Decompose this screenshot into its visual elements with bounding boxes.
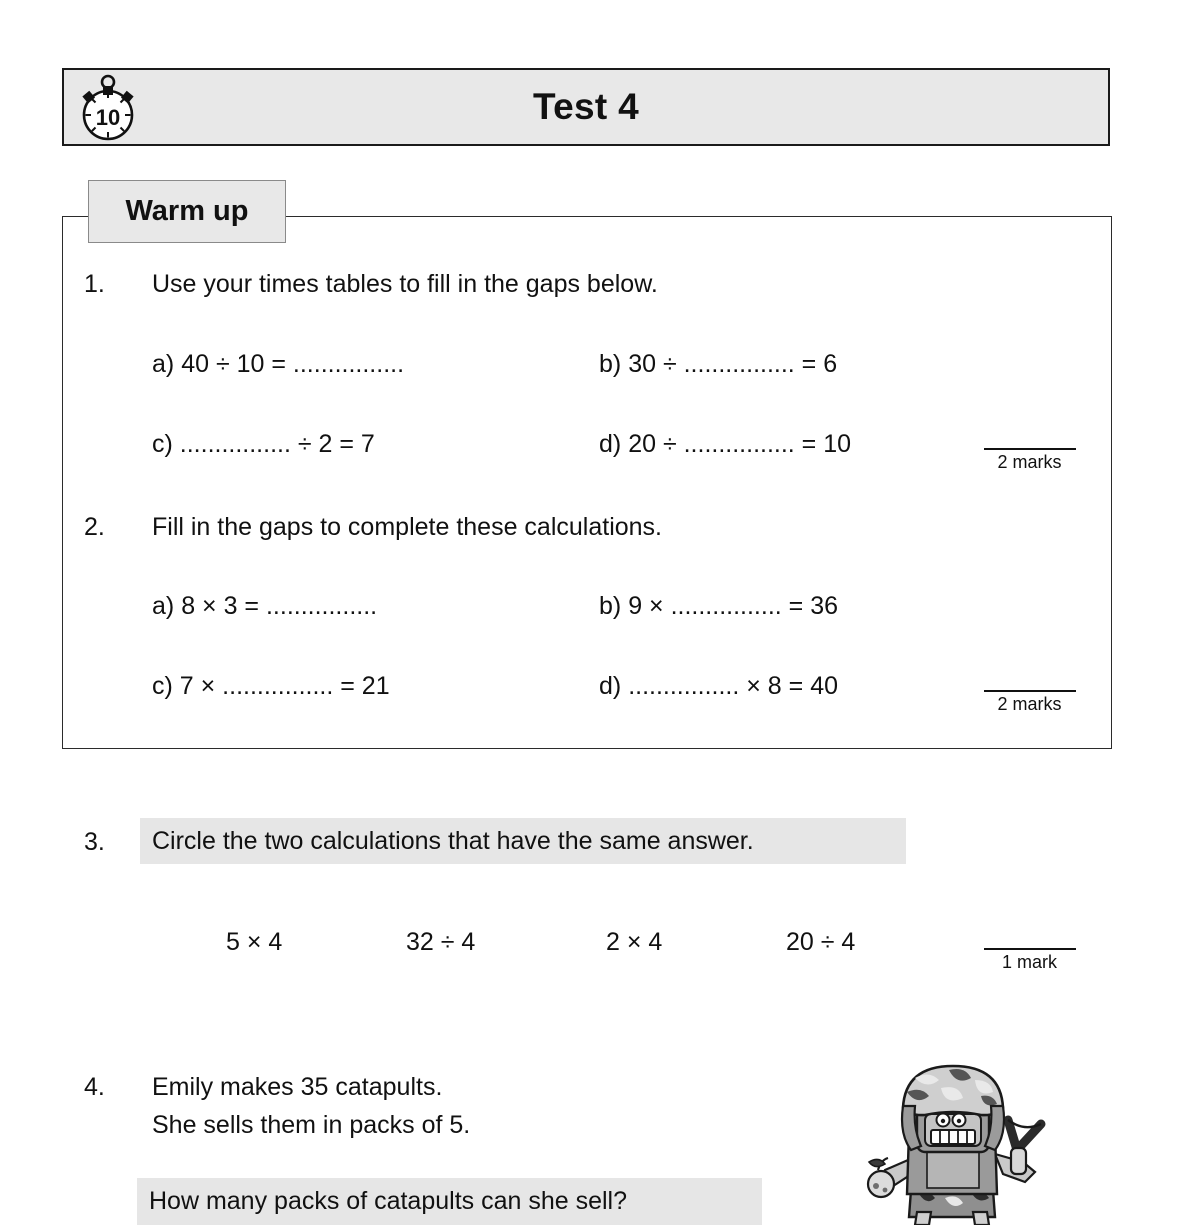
question-1b-text: 30 ÷ ................ = 6 xyxy=(628,350,838,378)
question-2a[interactable] xyxy=(152,592,377,621)
question-4-prompt-highlight xyxy=(137,1178,762,1225)
question-1b[interactable] xyxy=(599,350,837,379)
question-1a[interactable] xyxy=(152,350,404,379)
question-2-prompt: Fill in the gaps to complete these calculations. xyxy=(152,513,662,541)
question-2a-label: a) xyxy=(152,592,175,620)
question-2d[interactable] xyxy=(599,672,838,701)
marks-rule xyxy=(984,948,1076,950)
marks-rule xyxy=(984,448,1076,450)
question-2d-text: ................ × 8 = 40 xyxy=(628,672,839,700)
question-4-prompt: How many packs of catapults can she sell? xyxy=(149,1187,628,1215)
question-2a-text: 8 × 3 = ................ xyxy=(181,592,378,620)
question-2b[interactable] xyxy=(599,592,838,621)
question-2c[interactable] xyxy=(152,672,390,701)
question-3-prompt-highlight xyxy=(140,818,906,864)
question-1-number: 1. xyxy=(84,270,105,298)
question-3-prompt: Circle the two calculations that have the same answer. xyxy=(152,826,754,855)
question-2b-label: b) xyxy=(599,592,622,620)
question-1b-label: b) xyxy=(599,350,622,378)
stopwatch-minutes-label: 10 xyxy=(95,105,121,130)
question-3-choice-1[interactable]: 5 × 4 xyxy=(226,928,283,956)
question-1a-text: 40 ÷ 10 = ................ xyxy=(181,350,405,378)
question-2c-text: 7 × ................ = 21 xyxy=(179,672,390,700)
marks-rule xyxy=(984,690,1076,692)
question-1d[interactable] xyxy=(599,430,851,459)
test-header-bar xyxy=(62,68,1110,146)
question-4-line-2: She sells them in packs of 5. xyxy=(152,1111,471,1139)
question-3-choice-4[interactable]: 20 ÷ 4 xyxy=(786,928,856,956)
page-title: Test 4 xyxy=(533,86,639,127)
question-1d-label: d) xyxy=(599,430,622,458)
question-1-marks xyxy=(982,448,1077,473)
question-3-choice-3[interactable]: 2 × 4 xyxy=(606,928,663,956)
question-3-choice-2[interactable]: 32 ÷ 4 xyxy=(406,928,476,956)
question-1-marks-label: 2 marks xyxy=(997,452,1062,472)
question-2-number: 2. xyxy=(84,513,105,541)
question-3-marks-label: 1 mark xyxy=(1001,952,1057,972)
cartoon-soldier-with-catapult-icon xyxy=(845,1062,1060,1225)
question-1c-label: c) xyxy=(152,430,173,458)
question-2-marks xyxy=(982,690,1077,715)
question-2b-text: 9 × ................ = 36 xyxy=(628,592,839,620)
question-2c-label: c) xyxy=(152,672,173,700)
question-2-marks-label: 2 marks xyxy=(997,694,1062,714)
question-1-prompt: Use your times tables to fill in the gaps below. xyxy=(152,270,658,298)
warm-up-tab xyxy=(88,180,286,243)
question-4-line-1: Emily makes 35 catapults. xyxy=(152,1073,443,1101)
question-1d-text: 20 ÷ ................ = 10 xyxy=(628,430,852,458)
question-4-number: 4. xyxy=(84,1073,105,1101)
question-3-marks xyxy=(982,948,1077,973)
question-2d-label: d) xyxy=(599,672,622,700)
warm-up-label: Warm up xyxy=(125,195,249,227)
question-1c[interactable] xyxy=(152,430,375,459)
question-3-number: 3. xyxy=(84,828,105,856)
question-1c-text: ................ ÷ 2 = 7 xyxy=(179,430,375,458)
question-1a-label: a) xyxy=(152,350,175,378)
